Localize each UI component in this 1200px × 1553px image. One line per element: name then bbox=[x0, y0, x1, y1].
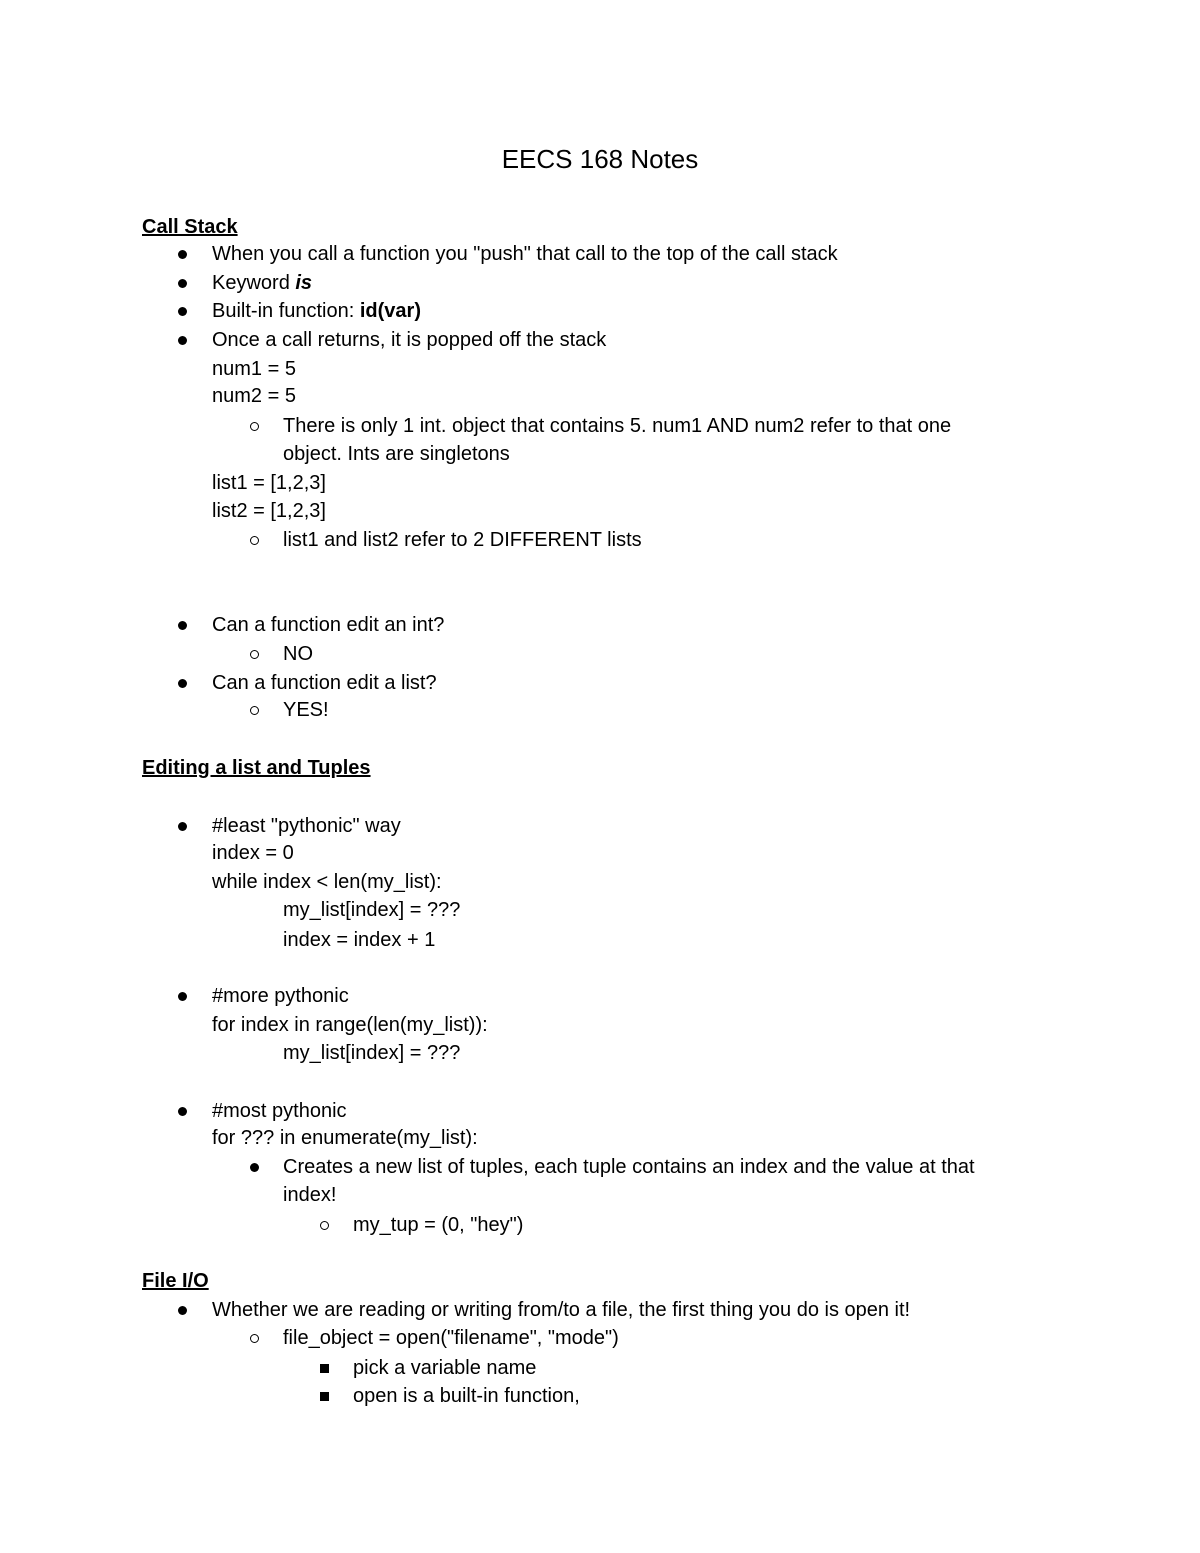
bullet-circle bbox=[250, 536, 259, 545]
bullet-disc bbox=[178, 679, 187, 688]
list-item: Creates a new list of tuples, each tuple contains an index and the value at that bbox=[283, 1156, 975, 1178]
list-item: There is only 1 int. object that contains 5. num1 AND num2 refer to that one bbox=[283, 415, 952, 437]
code-text: id(var) bbox=[359, 300, 421, 322]
code-line: index = index + 1 bbox=[283, 929, 436, 951]
bullet-disc bbox=[178, 336, 187, 345]
list-item: Once a call returns, it is popped off the stack bbox=[212, 329, 607, 351]
page-title: EECS 168 Notes bbox=[501, 144, 699, 174]
bullet-disc bbox=[178, 307, 187, 316]
heading-call-stack: Call Stack bbox=[142, 216, 238, 238]
list-item: Whether we are reading or writing from/to a file, the first thing you do is open it! bbox=[212, 1299, 911, 1321]
bullet-square bbox=[320, 1364, 329, 1373]
list-item bbox=[212, 270, 312, 296]
code-line: list2 = [1,2,3] bbox=[212, 500, 326, 522]
code-line: num2 = 5 bbox=[212, 385, 296, 407]
bullet-disc bbox=[178, 1107, 187, 1116]
list-item: open is a built-in function, bbox=[353, 1385, 580, 1407]
list-item: #least "pythonic" way bbox=[212, 815, 401, 837]
list-item: #most pythonic bbox=[212, 1100, 347, 1122]
bullet-disc bbox=[178, 250, 187, 259]
keyword-text: is bbox=[295, 272, 313, 294]
code-line: while index < len(my_list): bbox=[212, 871, 442, 893]
bullet-circle bbox=[250, 706, 259, 715]
bullet-circle bbox=[250, 1334, 259, 1343]
bullet-disc bbox=[178, 1306, 187, 1315]
code-line: my_list[index] = ??? bbox=[283, 1042, 461, 1064]
list-item-continuation: index! bbox=[283, 1184, 337, 1206]
bullet-disc bbox=[178, 279, 187, 288]
list-item: YES! bbox=[283, 699, 329, 721]
code-line: index = 0 bbox=[212, 842, 294, 864]
code-line: for index in range(len(my_list)): bbox=[212, 1014, 488, 1036]
list-item-text: Built-in function: bbox=[212, 300, 360, 322]
bullet-circle bbox=[250, 422, 259, 431]
list-item: pick a variable name bbox=[353, 1357, 537, 1379]
bullet-disc bbox=[178, 621, 187, 630]
bullet-disc bbox=[178, 992, 187, 1001]
list-item: list1 and list2 refer to 2 DIFFERENT lists bbox=[283, 529, 642, 551]
code-line: list1 = [1,2,3] bbox=[212, 472, 326, 494]
code-line: for ??? in enumerate(my_list): bbox=[212, 1127, 478, 1149]
list-item: NO bbox=[283, 643, 313, 665]
list-item: When you call a function you "push" that call to the top of the call stack bbox=[212, 243, 838, 265]
list-item: Can a function edit a list? bbox=[212, 672, 437, 694]
list-item: #more pythonic bbox=[212, 985, 349, 1007]
heading-file-io: File I/O bbox=[142, 1270, 209, 1292]
list-item: my_tup = (0, "hey") bbox=[353, 1214, 524, 1236]
bullet-circle bbox=[320, 1221, 329, 1230]
list-item-text: Keyword bbox=[212, 272, 296, 294]
heading-editing-list: Editing a list and Tuples bbox=[142, 757, 371, 779]
code-line: num1 = 5 bbox=[212, 358, 296, 380]
list-item: file_object = open("filename", "mode") bbox=[283, 1327, 619, 1349]
bullet-disc bbox=[178, 822, 187, 831]
list-item: Can a function edit an int? bbox=[212, 614, 445, 636]
code-line: my_list[index] = ??? bbox=[283, 899, 461, 921]
list-item bbox=[212, 298, 421, 324]
bullet-circle bbox=[250, 650, 259, 659]
bullet-square bbox=[320, 1392, 329, 1401]
list-item-continuation: object. Ints are singletons bbox=[283, 443, 510, 465]
bullet-disc bbox=[250, 1163, 259, 1172]
